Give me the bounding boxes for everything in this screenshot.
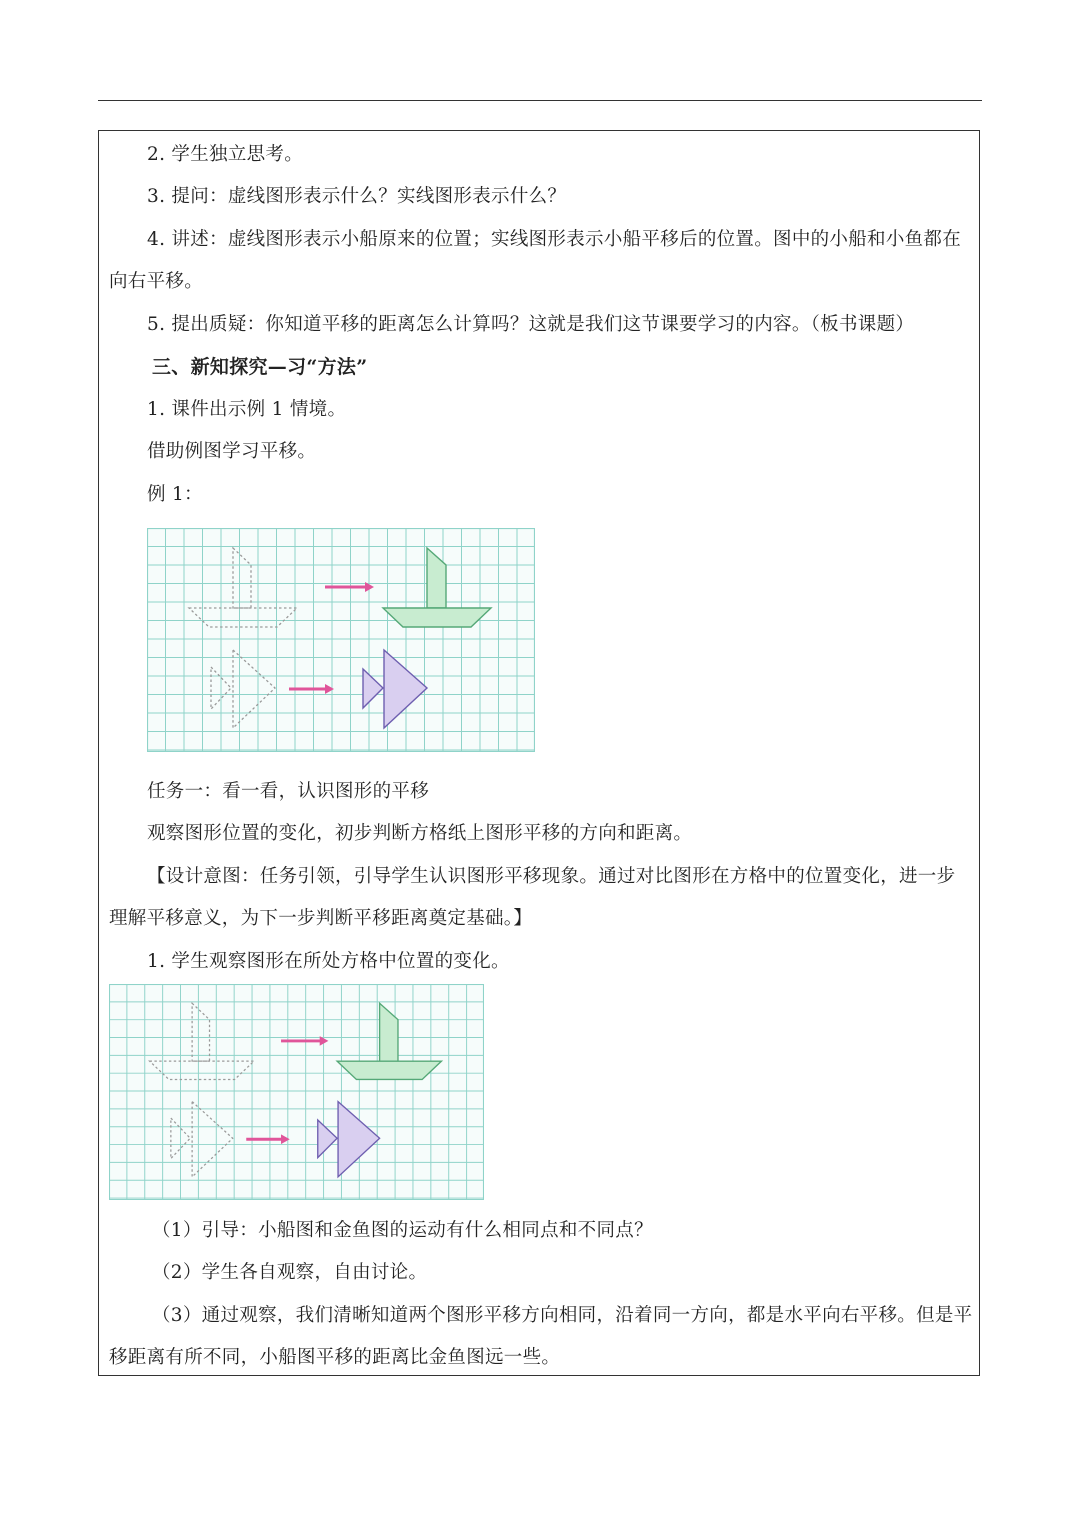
section-heading: 三、新知探究—习“方法” [152,356,368,378]
text-line-14: 1. 学生观察图形在所处方格中位置的变化。 [147,951,510,972]
moved-boat-hull [383,608,491,627]
design-intent-line-2: 理解平移意义，为下一步判断平移距离奠定基础。】 [109,908,533,929]
text-line-7: 1. 课件出示例 1 情境。 [147,399,347,420]
task-one-title: 任务一：看一看，认识图形的平移 [147,781,430,802]
text-line-11: 观察图形位置的变化，初步判断方格纸上图形平移的方向和距离。 [147,823,693,844]
grid-background [147,528,535,752]
text-line-5: 5. 提出质疑：你知道平移的距离怎么计算吗？这就是我们这节课要学习的内容。（板书课题） [147,314,915,335]
text-line-3: 4. 讲述：虚线图形表示小船原来的位置；实线图形表示小船平移后的位置。图中的小船和小鱼都在 [147,229,962,250]
example-label: 例 1： [147,484,203,505]
design-intent-line-1: 【设计意图：任务引领，引导学生认识图形平移现象。通过对比图形在方格中的位置变化，进一步 [147,866,956,887]
text-line-16: （2）学生各自观察，自由讨论。 [152,1262,428,1283]
example-grid-figure-2 [109,984,484,1200]
header-rule [98,100,982,101]
text-line-8: 借助例图学习平移。 [147,441,317,462]
text-line-17: （3）通过观察，我们清晰知道两个图形平移方向相同，沿着同一方向，都是水平向右平移。但是平 [152,1305,973,1326]
text-line-4: 向右平移。 [109,271,204,292]
moved-boat-hull [337,1061,441,1079]
grid-background [109,984,484,1200]
text-line-18: 移距离有所不同，小船图平移的距离比金鱼图远一些。 [109,1347,561,1368]
example-grid-figure-1 [147,528,535,752]
text-line-2: 3. 提问：虚线图形表示什么？实线图形表示什么？ [147,186,567,207]
text-line-15: （1）引导：小船图和金鱼图的运动有什么相同点和不同点？ [152,1220,653,1241]
text-line-1: 2. 学生独立思考。 [147,144,304,165]
